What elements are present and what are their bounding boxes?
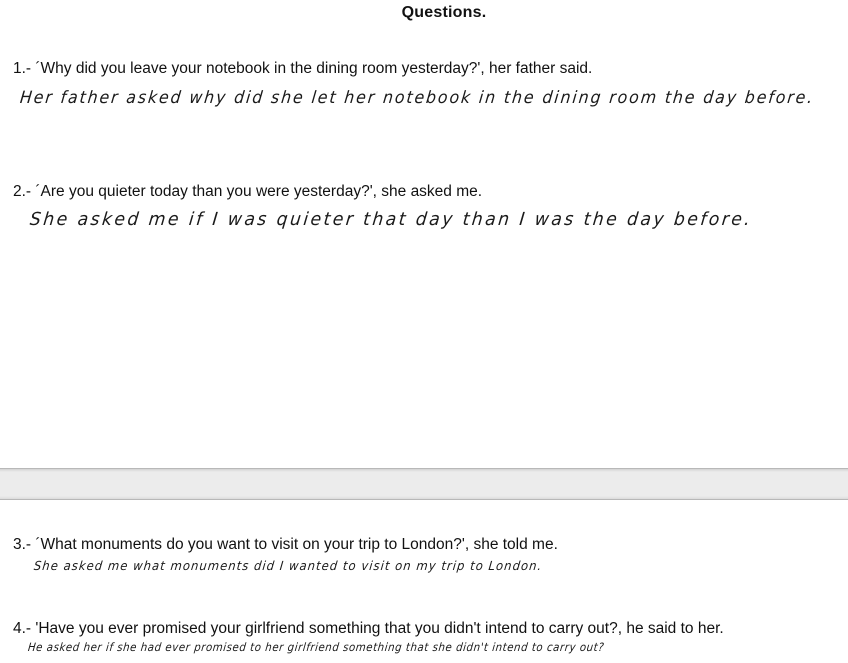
answer-3-handwriting: She asked me what monuments did I wanted to visit on my trip to London. [33,558,544,573]
question-4-text: 4.- 'Have you ever promised your girlfriend something that you didn't intend to carry out?, he said to her. [13,620,724,637]
answer-2-handwriting: She asked me if I was quieter that day than I was the day before. [28,209,754,230]
answer-1-handwriting: Her father asked why did she let her notebook in the dining room the day before. [18,88,816,108]
document-page-2 [0,500,848,663]
page-break-divider [0,468,848,500]
question-1-text: 1.- ´Why did you leave your notebook in the dining room yesterday?', her father said. [13,60,593,77]
question-3-text: 3.- ´What monuments do you want to visit on your trip to London?', she told me. [13,536,558,553]
question-2-text: 2.- ´Are you quieter today than you were yesterday?', she asked me. [13,183,483,200]
answer-4-handwriting: He asked her if she had ever promised to her girlfriend something that she didn't intend to carry out? [27,640,605,654]
page-title: Questions. [401,4,487,21]
